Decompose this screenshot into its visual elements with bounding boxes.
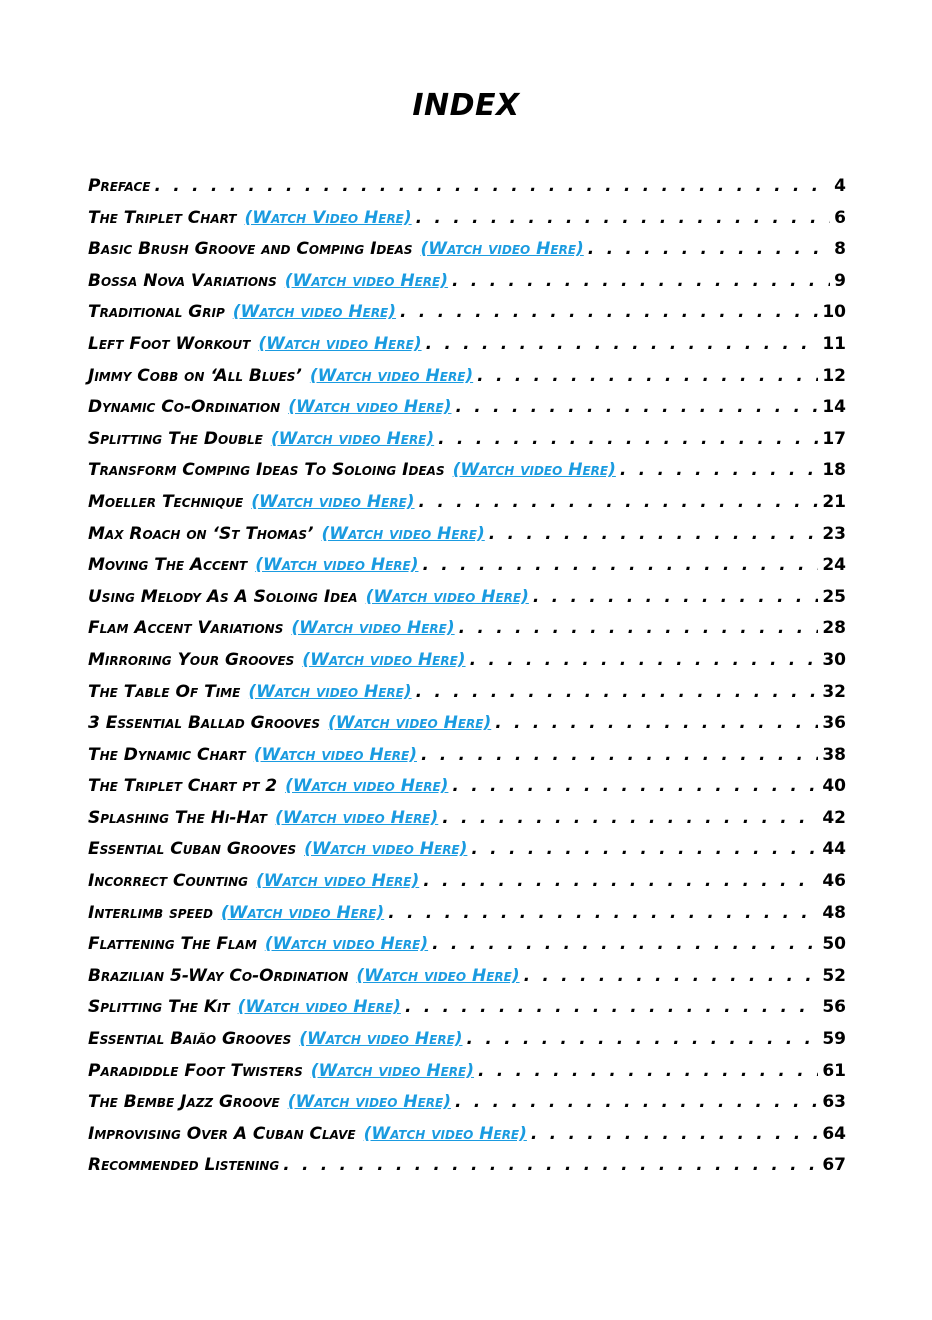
- watch-video-link[interactable]: (Watch video Here): [299, 1029, 463, 1050]
- toc-page-number: 50: [822, 934, 846, 955]
- toc-page-number: 21: [822, 491, 846, 512]
- watch-video-link[interactable]: (Watch video Here): [420, 239, 584, 260]
- dot-leader: [495, 713, 818, 733]
- toc-page-number: 18: [822, 460, 846, 481]
- dot-leader: [283, 1155, 818, 1175]
- toc-page-number: 6: [834, 207, 846, 228]
- toc-entry-title: Interlimb speed: [88, 902, 213, 923]
- toc-entry-title: Incorrect Counting: [88, 871, 248, 892]
- toc-entry: [88, 555, 846, 587]
- toc-entry: [88, 839, 846, 871]
- dot-leader: [620, 460, 818, 480]
- dot-leader: [452, 776, 818, 796]
- dot-leader: [455, 397, 818, 417]
- watch-video-link[interactable]: (Watch video Here): [363, 1123, 527, 1144]
- dot-leader: [467, 1029, 819, 1049]
- toc-page-number: 23: [822, 523, 846, 544]
- toc-page-number: 38: [822, 744, 846, 765]
- toc-page-number: 56: [822, 997, 846, 1018]
- toc-entry-title: Using Melody As A Soloing Idea: [88, 586, 358, 607]
- watch-video-link[interactable]: (Watch video Here): [291, 618, 455, 639]
- toc-entry: [88, 460, 846, 492]
- dot-leader: [426, 334, 819, 354]
- toc-entry: [88, 713, 846, 745]
- toc-entry-title: Paradiddle Foot Twisters: [88, 1060, 303, 1081]
- toc-entry: [88, 208, 846, 240]
- dot-leader: [478, 1061, 818, 1081]
- dot-leader: [471, 839, 818, 859]
- toc-entry-title: The Bembe Jazz Groove: [88, 1092, 280, 1113]
- toc-entry: [88, 524, 846, 556]
- toc-page-number: 32: [822, 681, 846, 702]
- toc-entry: [88, 239, 846, 271]
- page-title: INDEX: [412, 88, 520, 123]
- toc-entry: [88, 429, 846, 461]
- dot-leader: [423, 555, 819, 575]
- toc-page-number: 11: [822, 333, 846, 354]
- table-of-contents: [88, 176, 846, 1187]
- toc-page-number: 44: [822, 839, 846, 860]
- toc-entry: [88, 302, 846, 334]
- watch-video-link[interactable]: (Watch video Here): [302, 649, 466, 670]
- dot-leader: [416, 682, 819, 702]
- toc-page-number: 52: [822, 965, 846, 986]
- watch-video-link[interactable]: (Watch video Here): [310, 1060, 474, 1081]
- toc-entry: [88, 1092, 846, 1124]
- dot-leader: [388, 903, 818, 923]
- toc-entry-title: Transform Comping Ideas To Soloing Ideas: [88, 460, 445, 481]
- toc-page-number: 28: [822, 618, 846, 639]
- dot-leader: [533, 587, 818, 607]
- dot-leader: [416, 208, 831, 228]
- dot-leader: [154, 176, 830, 196]
- toc-page-number: 9: [834, 270, 846, 291]
- toc-entry: [88, 334, 846, 366]
- watch-video-link[interactable]: (Watch video Here): [356, 965, 520, 986]
- watch-video-link[interactable]: (Watch video Here): [255, 555, 419, 576]
- watch-video-link[interactable]: (Watch video Here): [321, 523, 485, 544]
- watch-video-link[interactable]: (Watch video Here): [264, 934, 429, 955]
- toc-entry-title: Basic Brush Groove and Comping Ideas: [88, 239, 413, 260]
- toc-entry-title: 3 Essential Ballad Grooves: [88, 713, 320, 734]
- watch-video-link[interactable]: (Watch video Here): [253, 744, 417, 765]
- watch-video-link[interactable]: (Watch video Here): [287, 1092, 451, 1113]
- toc-page-number: 36: [822, 713, 846, 734]
- toc-entry-title: Flam Accent Variations: [88, 618, 284, 639]
- toc-entry-title: Dynamic Co-Ordination: [88, 397, 281, 418]
- toc-entry: [88, 176, 846, 208]
- dot-leader: [459, 618, 819, 638]
- toc-entry-title: Improvising Over A Cuban Clave: [88, 1123, 356, 1144]
- toc-entry: [88, 1029, 846, 1061]
- watch-video-link[interactable]: (Watch video Here): [284, 270, 449, 291]
- watch-video-link[interactable]: (Watch video Here): [255, 871, 420, 892]
- dot-leader: [452, 271, 830, 291]
- watch-video-link[interactable]: (Watch video Here): [232, 302, 397, 323]
- toc-entry: [88, 1124, 846, 1156]
- watch-video-link[interactable]: (Watch video Here): [365, 586, 529, 607]
- toc-entry: [88, 366, 846, 398]
- toc-entry: [88, 997, 846, 1029]
- watch-video-link[interactable]: (Watch video Here): [304, 839, 468, 860]
- toc-entry-title: Brazilian 5-Way Co-Ordination: [88, 965, 349, 986]
- toc-entry-title: Mirroring Your Grooves: [88, 649, 295, 670]
- toc-entry-title: The Triplet Chart pt 2: [88, 776, 278, 797]
- toc-page-number: 8: [834, 239, 846, 260]
- toc-entry-title: Moeller Technique: [88, 491, 244, 512]
- toc-entry: [88, 745, 846, 777]
- toc-entry: [88, 682, 846, 714]
- toc-page-number: 25: [822, 586, 846, 607]
- watch-video-link[interactable]: (Watch Video Here): [244, 207, 412, 228]
- toc-entry-title: Preface: [88, 176, 151, 196]
- dot-leader: [419, 492, 819, 512]
- dot-leader: [455, 1092, 818, 1112]
- dot-leader: [432, 934, 818, 954]
- toc-entry: [88, 903, 846, 935]
- toc-page-number: 48: [822, 902, 846, 923]
- toc-page-number: 59: [822, 1029, 846, 1050]
- dot-leader: [588, 239, 830, 259]
- watch-video-link[interactable]: (Watch video Here): [220, 902, 385, 923]
- dot-leader: [421, 745, 818, 765]
- toc-entry-title: The Table Of Time: [88, 681, 241, 702]
- watch-video-link[interactable]: (Watch video Here): [270, 428, 435, 449]
- dot-leader: [524, 966, 819, 986]
- toc-entry-title: The Dynamic Chart: [88, 744, 246, 765]
- toc-entry-title: Traditional Grip: [88, 302, 225, 323]
- toc-page-number: 46: [822, 871, 846, 892]
- dot-leader: [423, 871, 818, 891]
- toc-entry-title: Essential Baião Grooves: [88, 1029, 292, 1050]
- toc-entry: [88, 871, 846, 903]
- watch-video-link[interactable]: (Watch video Here): [237, 997, 401, 1018]
- toc-entry: [88, 1061, 846, 1093]
- toc-entry-title: Flattening The Flam: [88, 934, 257, 955]
- watch-video-link[interactable]: (Watch video Here): [275, 807, 439, 828]
- toc-page-number: 63: [822, 1092, 846, 1113]
- dot-leader: [470, 650, 819, 670]
- toc-entry-title: Splitting The Double: [88, 428, 263, 449]
- toc-page-number: 14: [822, 397, 846, 418]
- dot-leader: [442, 808, 818, 828]
- toc-entry-title: Moving The Accent: [88, 555, 248, 576]
- toc-page-number: 40: [822, 776, 846, 797]
- toc-page-number: 17: [822, 428, 846, 449]
- toc-entry: [88, 618, 846, 650]
- dot-leader: [477, 366, 818, 386]
- watch-video-link[interactable]: (Watch video Here): [288, 397, 452, 418]
- toc-entry-title: Max Roach on ‘St Thomas’: [88, 523, 314, 544]
- toc-entry-title: Splashing The Hi-Hat: [88, 807, 267, 828]
- toc-entry: [88, 271, 846, 303]
- watch-video-link[interactable]: (Watch video Here): [285, 776, 449, 797]
- toc-entry: [88, 650, 846, 682]
- toc-entry: [88, 966, 846, 998]
- toc-page-number: 30: [822, 649, 846, 670]
- toc-entry-title: Essential Cuban Grooves: [88, 839, 297, 860]
- dot-leader: [438, 429, 818, 449]
- toc-page-number: 24: [822, 555, 846, 576]
- toc-entry: [88, 934, 846, 966]
- toc-page-number: 12: [822, 365, 846, 386]
- toc-page-number: 64: [822, 1123, 846, 1144]
- dot-leader: [400, 302, 818, 322]
- toc-page-number: 4: [834, 176, 846, 196]
- toc-page-number: 61: [822, 1060, 846, 1081]
- watch-video-link[interactable]: (Watch video Here): [309, 365, 474, 386]
- dot-leader: [405, 997, 818, 1017]
- toc-entry: [88, 587, 846, 619]
- toc-entry-title: Left Foot Workout: [88, 333, 251, 354]
- watch-video-link[interactable]: (Watch video Here): [327, 713, 492, 734]
- toc-entry: [88, 397, 846, 429]
- toc-entry: [88, 492, 846, 524]
- toc-page-number: 67: [822, 1155, 846, 1176]
- watch-video-link[interactable]: (Watch video Here): [248, 681, 412, 702]
- dot-leader: [489, 524, 819, 544]
- toc-entry: [88, 1155, 846, 1187]
- toc-entry-title: The Triplet Chart: [88, 207, 237, 228]
- watch-video-link[interactable]: (Watch video Here): [452, 460, 616, 481]
- toc-page-number: 10: [822, 302, 846, 323]
- dot-leader: [531, 1124, 818, 1144]
- toc-page-number: 42: [822, 807, 846, 828]
- toc-entry-title: Bossa Nova Variations: [88, 270, 277, 291]
- toc-entry-title: Jimmy Cobb on ‘All Blues’: [88, 365, 302, 386]
- toc-entry-title: Recommended Listening: [88, 1155, 280, 1176]
- watch-video-link[interactable]: (Watch video Here): [251, 491, 415, 512]
- toc-entry: [88, 776, 846, 808]
- toc-entry-title: Splitting The Kit: [88, 997, 230, 1018]
- toc-entry: [88, 808, 846, 840]
- watch-video-link[interactable]: (Watch video Here): [258, 333, 422, 354]
